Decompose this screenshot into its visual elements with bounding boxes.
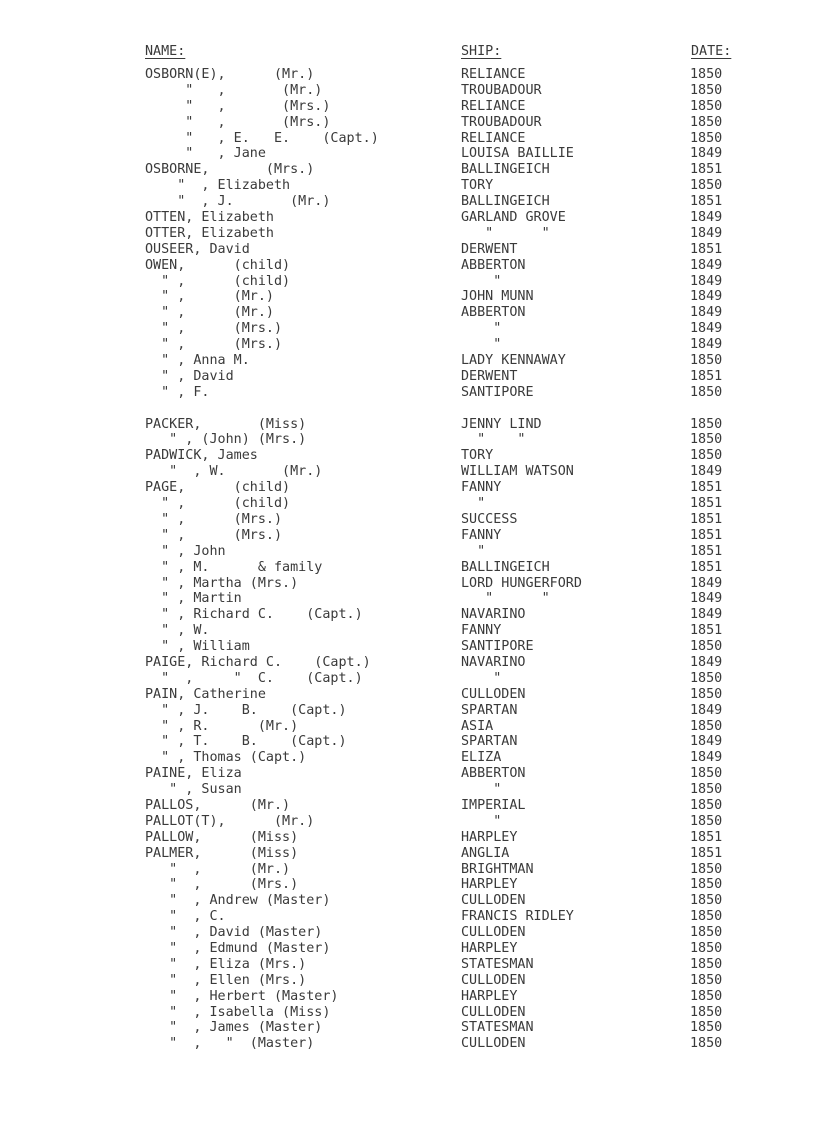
entry-date: 1850 [690, 813, 723, 829]
entry-ship: FANNY [461, 623, 502, 639]
entry-name: " , (child) [145, 496, 291, 512]
entry-ship: " [461, 337, 502, 353]
entry-name: " , William [145, 639, 250, 655]
entry-name: PAGE, (child) [145, 480, 291, 496]
list-item [0, 941, 816, 957]
entry-ship: LOUISA BAILLIE [461, 146, 574, 162]
entry-date: 1850 [690, 416, 723, 432]
entry-date: 1849 [690, 702, 723, 718]
entry-ship: CULLODEN [461, 1036, 526, 1052]
entry-date: 1851 [690, 511, 723, 527]
entry-name: " , W. (Mr.) [145, 464, 323, 480]
list-item [0, 115, 816, 131]
entry-date: 1850 [690, 448, 723, 464]
entry-ship: LADY KENNAWAY [461, 353, 566, 369]
entry-ship: TORY [461, 448, 494, 464]
list-item [0, 274, 816, 290]
entry-ship: RELIANCE [461, 130, 526, 146]
entry-name: " , " (Master) [145, 1036, 315, 1052]
entry-name: " , (Mr.) [145, 305, 274, 321]
entry-date: 1849 [690, 734, 723, 750]
entry-name: " , David (Master) [145, 925, 323, 941]
list-item [0, 989, 816, 1005]
entry-date: 1851 [690, 543, 723, 559]
entry-date: 1850 [690, 782, 723, 798]
list-item [0, 512, 816, 528]
entry-date: 1851 [690, 162, 723, 178]
entry-date: 1849 [690, 654, 723, 670]
list-item [0, 146, 816, 162]
entry-date: 1850 [690, 130, 723, 146]
list-item [0, 766, 816, 782]
entry-name: " , Edmund (Master) [145, 940, 331, 956]
list-item [0, 401, 816, 417]
entry-ship: " [461, 813, 502, 829]
entry-ship: ABBERTON [461, 257, 526, 273]
entry-date: 1850 [690, 384, 723, 400]
entry-name: OUSEER, David [145, 241, 250, 257]
entry-ship: TROUBADOUR [461, 82, 542, 98]
entry-ship: ELIZA [461, 750, 502, 766]
entry-ship: WILLIAM WATSON [461, 464, 574, 480]
list-item [0, 67, 816, 83]
entry-ship: CULLODEN [461, 1004, 526, 1020]
entry-name: " , Anna M. [145, 353, 250, 369]
entry-ship: " " [461, 432, 526, 448]
entry-ship: JOHN MUNN [461, 289, 534, 305]
entry-name: " , (John) (Mrs.) [145, 432, 307, 448]
entry-date: 1850 [690, 956, 723, 972]
entry-ship: " [461, 543, 486, 559]
entry-date: 1850 [690, 972, 723, 988]
list-item [0, 925, 816, 941]
entry-ship: " [461, 321, 502, 337]
entry-ship: " [461, 670, 502, 686]
entry-name: " , Jane [145, 146, 266, 162]
list-item [0, 242, 816, 258]
entry-ship: FANNY [461, 480, 502, 496]
list-item [0, 909, 816, 925]
entry-date: 1850 [690, 98, 723, 114]
list-item [0, 734, 816, 750]
entry-name: " , " C. (Capt.) [145, 670, 363, 686]
entry-ship: NAVARINO [461, 654, 526, 670]
entry-date: 1849 [690, 225, 723, 241]
list-item [0, 814, 816, 830]
entry-name: " , (Mr.) [145, 289, 274, 305]
entry-date: 1850 [690, 82, 723, 98]
entry-date: 1850 [690, 67, 723, 82]
entry-date: 1851 [690, 480, 723, 496]
entry-date: 1850 [690, 909, 723, 925]
entry-ship: " " [461, 591, 550, 607]
entry-date: 1851 [690, 241, 723, 257]
list-item [0, 496, 816, 512]
list-item [0, 528, 816, 544]
entry-name: " , F. [145, 384, 210, 400]
list-item [0, 448, 816, 464]
entry-name: PALLOS, (Mr.) [145, 797, 291, 813]
list-item [0, 321, 816, 337]
entry-date: 1849 [690, 257, 723, 273]
list-item [0, 798, 816, 814]
entry-name: " , Isabella (Miss) [145, 1004, 331, 1020]
list-item [0, 99, 816, 115]
list-item [0, 655, 816, 671]
list-item [0, 560, 816, 576]
list-item [0, 194, 816, 210]
entry-ship: CULLODEN [461, 972, 526, 988]
list-item [0, 432, 816, 448]
list-item [0, 131, 816, 147]
list-item [0, 671, 816, 687]
entry-name: " , Elizabeth [145, 178, 291, 194]
entry-ship: BALLINGEICH [461, 559, 550, 575]
entry-ship: RELIANCE [461, 98, 526, 114]
entry-date: 1850 [690, 432, 723, 448]
entry-date: 1851 [690, 845, 723, 861]
entry-name: OSBORN(E), (Mr.) [145, 67, 315, 82]
list-item [0, 576, 816, 592]
entry-name: " , T. B. (Capt.) [145, 734, 347, 750]
entry-date: 1849 [690, 337, 723, 353]
entry-date: 1849 [690, 464, 723, 480]
entry-ship: " [461, 273, 502, 289]
entry-ship: ABBERTON [461, 305, 526, 321]
header-date: DATE: [691, 44, 732, 59]
list-item [0, 782, 816, 798]
entry-name: " , Andrew (Master) [145, 893, 331, 909]
entry-name: " , (Mr.) [145, 861, 291, 877]
entry-name: " , Eliza (Mrs.) [145, 956, 307, 972]
entry-name: PAINE, Eliza [145, 766, 242, 782]
entry-date: 1849 [690, 591, 723, 607]
entry-ship: " " [461, 225, 550, 241]
entry-name: " , (child) [145, 273, 291, 289]
list-item [0, 1036, 816, 1052]
list-item [0, 830, 816, 846]
entry-name: " , (Mrs.) [145, 321, 283, 337]
entry-ship: TORY [461, 178, 494, 194]
entry-ship: FANNY [461, 527, 502, 543]
entry-date: 1850 [690, 718, 723, 734]
entry-name: " , E. E. (Capt.) [145, 130, 379, 146]
entry-name: OSBORNE, (Mrs.) [145, 162, 315, 178]
list-item [0, 369, 816, 385]
entry-name: PACKER, (Miss) [145, 416, 307, 432]
entry-name: " , (Mrs.) [145, 98, 331, 114]
entry-ship: HARPLEY [461, 877, 518, 893]
list-item [0, 687, 816, 703]
entry-date: 1849 [690, 321, 723, 337]
entry-date: 1850 [690, 861, 723, 877]
entry-name: " , J. B. (Capt.) [145, 702, 347, 718]
entry-name: " , M. & family [145, 559, 323, 575]
column-header-row [0, 44, 816, 60]
entry-ship: BRIGHTMAN [461, 861, 534, 877]
entry-date: 1850 [690, 670, 723, 686]
list-item [0, 862, 816, 878]
entry-name: " , C. [145, 909, 226, 925]
entry-date: 1851 [690, 623, 723, 639]
entry-date: 1851 [690, 829, 723, 845]
entry-name: " , Herbert (Master) [145, 988, 339, 1004]
entry-ship: HARPLEY [461, 940, 518, 956]
passenger-list [0, 67, 816, 1052]
entry-date: 1851 [690, 194, 723, 210]
entry-ship: LORD HUNGERFORD [461, 575, 582, 591]
entry-ship: SPARTAN [461, 734, 518, 750]
entry-date: 1850 [690, 893, 723, 909]
entry-date: 1850 [690, 114, 723, 130]
list-item [0, 258, 816, 274]
entry-date: 1850 [690, 766, 723, 782]
list-item [0, 305, 816, 321]
list-item [0, 623, 816, 639]
entry-name: " , (Mr.) [145, 82, 323, 98]
entry-ship: JENNY LIND [461, 416, 542, 432]
entry-name: " , James (Master) [145, 1020, 323, 1036]
entry-ship: BALLINGEICH [461, 194, 550, 210]
entry-ship: NAVARINO [461, 607, 526, 623]
list-item [0, 480, 816, 496]
list-item [0, 957, 816, 973]
entry-ship: DERWENT [461, 368, 518, 384]
list-item [0, 1005, 816, 1021]
entry-date: 1850 [690, 353, 723, 369]
entry-ship: HARPLEY [461, 829, 518, 845]
entry-name: " , W. [145, 623, 210, 639]
entry-date: 1851 [690, 559, 723, 575]
entry-ship: TROUBADOUR [461, 114, 542, 130]
entry-name: OTTER, Elizabeth [145, 225, 274, 241]
entry-name: " , Martha (Mrs.) [145, 575, 299, 591]
entry-date: 1851 [690, 496, 723, 512]
entry-date: 1849 [690, 210, 723, 226]
entry-ship: CULLODEN [461, 893, 526, 909]
list-item [0, 607, 816, 623]
list-item [0, 877, 816, 893]
entry-name: " , (Mrs.) [145, 877, 299, 893]
header-name: NAME: [145, 44, 186, 59]
entry-name: " , (Mrs.) [145, 337, 283, 353]
entry-date: 1850 [690, 940, 723, 956]
list-item [0, 544, 816, 560]
list-item [0, 337, 816, 353]
entry-ship: " [461, 496, 486, 512]
entry-name: " , Richard C. (Capt.) [145, 607, 363, 623]
entry-date: 1850 [690, 797, 723, 813]
list-item [0, 226, 816, 242]
list-item [0, 417, 816, 433]
entry-date: 1850 [690, 1020, 723, 1036]
list-item [0, 703, 816, 719]
entry-ship: GARLAND GROVE [461, 210, 566, 226]
entry-name: " , Susan [145, 782, 242, 798]
entry-name: " , David [145, 368, 234, 384]
entry-ship: ANGLIA [461, 845, 510, 861]
entry-ship: IMPERIAL [461, 797, 526, 813]
entry-name: PAIN, Catherine [145, 686, 266, 702]
list-item [0, 846, 816, 862]
entry-name: " , (Mrs.) [145, 527, 283, 543]
entry-date: 1851 [690, 527, 723, 543]
entry-name: " , Martin [145, 591, 242, 607]
entry-name: " , Thomas (Capt.) [145, 750, 307, 766]
entry-ship: ABBERTON [461, 766, 526, 782]
list-item [0, 591, 816, 607]
entry-date: 1849 [690, 289, 723, 305]
entry-ship: SPARTAN [461, 702, 518, 718]
entry-ship: SANTIPORE [461, 384, 534, 400]
list-item [0, 178, 816, 194]
entry-ship: SUCCESS [461, 511, 518, 527]
list-item [0, 719, 816, 735]
list-item [0, 973, 816, 989]
entry-date: 1849 [690, 575, 723, 591]
entry-date: 1850 [690, 639, 723, 655]
entry-name: " , (Mrs.) [145, 511, 283, 527]
entry-date: 1850 [690, 1004, 723, 1020]
entry-ship: DERWENT [461, 241, 518, 257]
entry-ship: ASIA [461, 718, 494, 734]
entry-date: 1849 [690, 146, 723, 162]
entry-date: 1850 [690, 925, 723, 941]
entry-date: 1851 [690, 368, 723, 384]
entry-date: 1849 [690, 750, 723, 766]
entry-name: " , R. (Mr.) [145, 718, 299, 734]
header-ship: SHIP: [461, 44, 502, 59]
entry-ship: " [461, 782, 502, 798]
entry-ship: STATESMAN [461, 956, 534, 972]
list-item [0, 210, 816, 226]
list-item [0, 83, 816, 99]
entry-name: " , J. (Mr.) [145, 194, 331, 210]
list-item [0, 385, 816, 401]
entry-ship: CULLODEN [461, 686, 526, 702]
entry-name: PALMER, (Miss) [145, 845, 299, 861]
entry-ship: STATESMAN [461, 1020, 534, 1036]
entry-name: PAIGE, Richard C. (Capt.) [145, 654, 371, 670]
entry-name: OTTEN, Elizabeth [145, 210, 274, 226]
entry-name: " , Ellen (Mrs.) [145, 972, 307, 988]
entry-name: " , John [145, 543, 226, 559]
entry-date: 1850 [690, 1036, 723, 1052]
entry-name: " , (Mrs.) [145, 114, 331, 130]
entry-name: PALLOT(T), (Mr.) [145, 813, 315, 829]
entry-date: 1850 [690, 877, 723, 893]
entry-ship: FRANCIS RIDLEY [461, 909, 574, 925]
entry-date: 1849 [690, 273, 723, 289]
list-item [0, 353, 816, 369]
entry-date: 1850 [690, 988, 723, 1004]
entry-ship: BALLINGEICH [461, 162, 550, 178]
list-item [0, 893, 816, 909]
entry-date: 1850 [690, 178, 723, 194]
entry-name: PADWICK, James [145, 448, 258, 464]
list-item [0, 289, 816, 305]
list-item [0, 750, 816, 766]
list-item [0, 1020, 816, 1036]
entry-date: 1849 [690, 607, 723, 623]
entry-name: PALLOW, (Miss) [145, 829, 299, 845]
entry-ship: HARPLEY [461, 988, 518, 1004]
list-item [0, 162, 816, 178]
entry-ship: SANTIPORE [461, 639, 534, 655]
list-item [0, 639, 816, 655]
entry-name: OWEN, (child) [145, 257, 291, 273]
entry-date: 1850 [690, 686, 723, 702]
entry-ship: RELIANCE [461, 67, 526, 82]
entry-ship: CULLODEN [461, 925, 526, 941]
entry-date: 1849 [690, 305, 723, 321]
list-item [0, 464, 816, 480]
